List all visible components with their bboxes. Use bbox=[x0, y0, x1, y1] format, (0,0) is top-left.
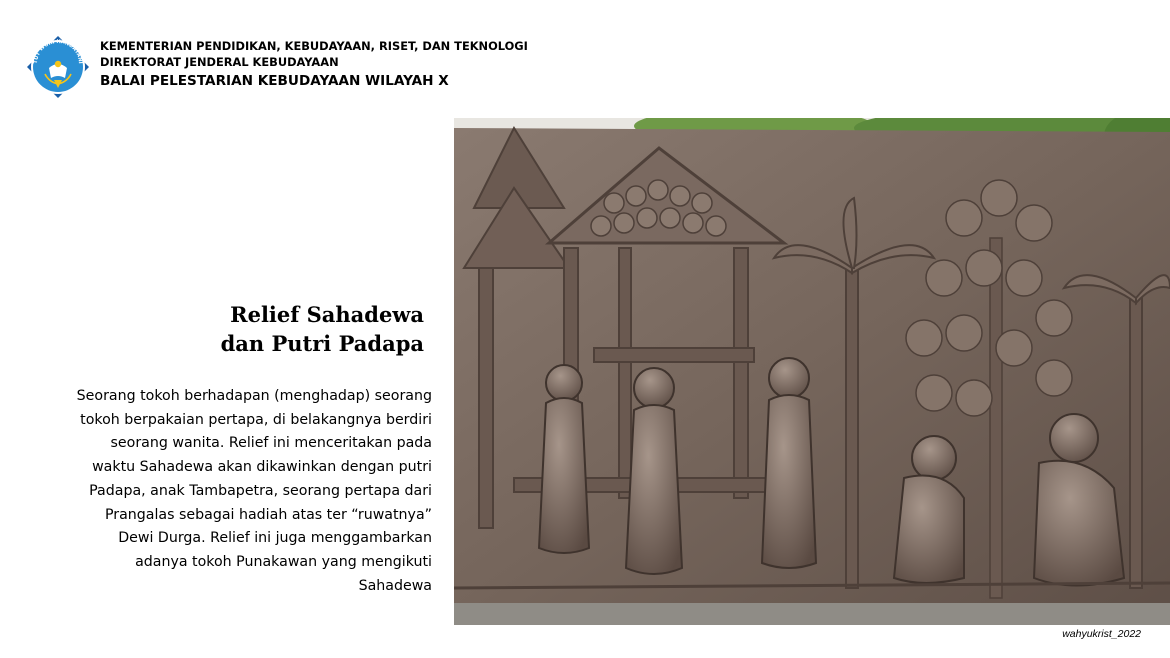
slide-title bbox=[221, 300, 424, 358]
directorate-name: DIREKTORAT JENDERAL KEBUDAYAAN bbox=[100, 55, 339, 69]
institution-header bbox=[100, 38, 528, 91]
photo-credit: wahyukrist_2022 bbox=[1062, 628, 1141, 640]
title-line-1: Relief Sahadewa bbox=[230, 302, 424, 327]
tut-wuri-handayani-logo bbox=[25, 34, 91, 100]
ministry-name: KEMENTERIAN PENDIDIKAN, KEBUDAYAAN, RISET, DAN TEKNOLOGI bbox=[100, 39, 528, 53]
relief-description: Seorang tokoh berhadapan (menghadap) seorang tokoh berpakaian pertapa, di belakangnya berdiri seorang wanita. Relief ini menceritakan pada waktu Sahadewa akan dikawinkan dengan putri Padapa, anak Tambapetra, seorang pertapa dari Prangalas sebagai hadiah atas ter “ruwatnya” Dewi Durga. Relief ini juga menggambarkan adanya tokoh Punakawan yang mengikuti Sahadewa bbox=[76, 388, 432, 594]
office-name: BALAI PELESTARIAN KEBUDAYAAN WILAYAH X bbox=[100, 73, 449, 89]
relief-photo bbox=[454, 118, 1170, 625]
svg-text:TUT WURI HANDAYANI: TUT WURI HANDAYANI bbox=[32, 38, 84, 64]
title-line-2: dan Putri Padapa bbox=[220, 331, 424, 356]
